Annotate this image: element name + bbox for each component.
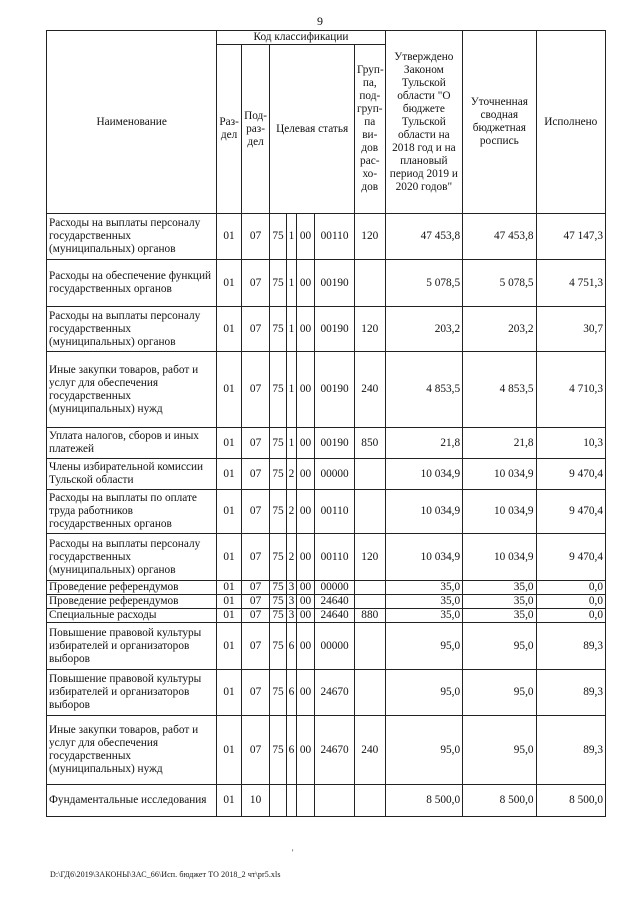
row-podrazdel: 07 bbox=[241, 214, 270, 260]
table-row bbox=[47, 716, 606, 785]
row-target-subprogram: 2 bbox=[286, 534, 296, 581]
row-approved: 10 034,9 bbox=[385, 490, 463, 534]
row-target-direction: 00 bbox=[296, 534, 314, 581]
row-approved: 95,0 bbox=[385, 623, 463, 670]
row-target-program: 75 bbox=[270, 623, 286, 670]
row-target-code: 24640 bbox=[315, 609, 355, 623]
row-executed: 8 500,0 bbox=[536, 785, 605, 817]
row-refined: 35,0 bbox=[463, 609, 536, 623]
row-approved: 21,8 bbox=[385, 428, 463, 459]
table-row bbox=[47, 785, 606, 817]
row-approved: 35,0 bbox=[385, 595, 463, 609]
row-target-program: 75 bbox=[270, 670, 286, 716]
table-row bbox=[47, 490, 606, 534]
row-razdel: 01 bbox=[217, 352, 241, 428]
row-target-code: 00000 bbox=[315, 581, 355, 595]
row-target-direction bbox=[296, 785, 314, 817]
row-target-code: 00000 bbox=[315, 623, 355, 670]
row-refined: 4 853,5 bbox=[463, 352, 536, 428]
scan-mark: ' bbox=[292, 848, 294, 857]
table-row bbox=[47, 214, 606, 260]
table-row bbox=[47, 609, 606, 623]
row-target-program: 75 bbox=[270, 428, 286, 459]
row-expense-type: 120 bbox=[354, 214, 385, 260]
row-expense-type bbox=[354, 623, 385, 670]
table-row bbox=[47, 670, 606, 716]
row-approved: 35,0 bbox=[385, 581, 463, 595]
row-podrazdel: 07 bbox=[241, 581, 270, 595]
row-expense-type: 850 bbox=[354, 428, 385, 459]
row-razdel: 01 bbox=[217, 623, 241, 670]
row-target-program bbox=[270, 785, 286, 817]
row-razdel: 01 bbox=[217, 716, 241, 785]
row-refined: 10 034,9 bbox=[463, 534, 536, 581]
row-target-program: 75 bbox=[270, 260, 286, 307]
row-podrazdel: 07 bbox=[241, 352, 270, 428]
row-target-subprogram bbox=[286, 785, 296, 817]
row-target-subprogram: 3 bbox=[286, 581, 296, 595]
table-row bbox=[47, 428, 606, 459]
row-target-code: 24640 bbox=[315, 595, 355, 609]
row-expense-type bbox=[354, 670, 385, 716]
row-name: Повышение правовой культуры избирателей и организаторов выборов bbox=[47, 670, 217, 716]
row-podrazdel: 07 bbox=[241, 459, 270, 490]
row-name: Члены избирательной комиссии Тульской области bbox=[47, 459, 217, 490]
header-name: Наименование bbox=[47, 31, 217, 214]
row-executed: 9 470,4 bbox=[536, 490, 605, 534]
row-executed: 4 751,3 bbox=[536, 260, 605, 307]
row-executed: 10,3 bbox=[536, 428, 605, 459]
row-approved: 35,0 bbox=[385, 609, 463, 623]
row-approved: 4 853,5 bbox=[385, 352, 463, 428]
row-target-code: 00190 bbox=[315, 428, 355, 459]
row-target-direction: 00 bbox=[296, 459, 314, 490]
header-refined: Уточненная сводная бюджетная роспись bbox=[463, 31, 536, 214]
row-expense-type bbox=[354, 490, 385, 534]
row-podrazdel: 07 bbox=[241, 260, 270, 307]
row-name: Иные закупки товаров, работ и услуг для обеспечения государственных (муниципальных) нужд bbox=[47, 716, 217, 785]
row-target-direction: 00 bbox=[296, 670, 314, 716]
row-executed: 89,3 bbox=[536, 623, 605, 670]
row-target-code: 00110 bbox=[315, 490, 355, 534]
row-target-subprogram: 1 bbox=[286, 214, 296, 260]
row-target-program: 75 bbox=[270, 609, 286, 623]
row-executed: 9 470,4 bbox=[536, 534, 605, 581]
row-expense-type: 120 bbox=[354, 534, 385, 581]
row-executed: 0,0 bbox=[536, 581, 605, 595]
row-approved: 203,2 bbox=[385, 307, 463, 352]
row-target-subprogram: 6 bbox=[286, 623, 296, 670]
row-name: Фундаментальные исследования bbox=[47, 785, 217, 817]
row-refined: 5 078,5 bbox=[463, 260, 536, 307]
row-podrazdel: 07 bbox=[241, 609, 270, 623]
table-row bbox=[47, 534, 606, 581]
row-target-program: 75 bbox=[270, 214, 286, 260]
row-refined: 47 453,8 bbox=[463, 214, 536, 260]
row-target-subprogram: 6 bbox=[286, 716, 296, 785]
row-target-direction: 00 bbox=[296, 490, 314, 534]
row-executed: 89,3 bbox=[536, 716, 605, 785]
row-target-program: 75 bbox=[270, 490, 286, 534]
row-podrazdel: 07 bbox=[241, 490, 270, 534]
row-approved: 5 078,5 bbox=[385, 260, 463, 307]
row-approved: 10 034,9 bbox=[385, 459, 463, 490]
row-target-code: 00000 bbox=[315, 459, 355, 490]
row-target-subprogram: 1 bbox=[286, 260, 296, 307]
row-razdel: 01 bbox=[217, 490, 241, 534]
row-target-direction: 00 bbox=[296, 260, 314, 307]
row-approved: 47 453,8 bbox=[385, 214, 463, 260]
footer-file-path: D:\ГД6\2019\ЗАКОНЫ\ЗАС_66\Исп. бюджет ТО 2018_2 чт\pr5.xls bbox=[50, 870, 281, 879]
row-podrazdel: 07 bbox=[241, 623, 270, 670]
row-target-direction: 00 bbox=[296, 581, 314, 595]
row-executed: 0,0 bbox=[536, 595, 605, 609]
row-name: Уплата налогов, сборов и иных платежей bbox=[47, 428, 217, 459]
row-approved: 10 034,9 bbox=[385, 534, 463, 581]
row-refined: 35,0 bbox=[463, 581, 536, 595]
row-razdel: 01 bbox=[217, 307, 241, 352]
row-approved: 95,0 bbox=[385, 670, 463, 716]
row-razdel: 01 bbox=[217, 260, 241, 307]
row-target-subprogram: 1 bbox=[286, 352, 296, 428]
row-refined: 8 500,0 bbox=[463, 785, 536, 817]
row-name: Проведение референдумов bbox=[47, 581, 217, 595]
row-target-code: 00110 bbox=[315, 534, 355, 581]
row-target-program: 75 bbox=[270, 459, 286, 490]
row-target-subprogram: 1 bbox=[286, 307, 296, 352]
row-target-program: 75 bbox=[270, 352, 286, 428]
row-target-subprogram: 2 bbox=[286, 459, 296, 490]
row-razdel: 01 bbox=[217, 581, 241, 595]
row-executed: 9 470,4 bbox=[536, 459, 605, 490]
row-target-code: 24670 bbox=[315, 670, 355, 716]
row-expense-type: 120 bbox=[354, 307, 385, 352]
table-row bbox=[47, 581, 606, 595]
row-target-code: 00110 bbox=[315, 214, 355, 260]
row-target-direction: 00 bbox=[296, 214, 314, 260]
row-razdel: 01 bbox=[217, 534, 241, 581]
row-name: Иные закупки товаров, работ и услуг для обеспечения государственных (муниципальных) нужд bbox=[47, 352, 217, 428]
row-name: Расходы на выплаты персоналу государственных (муниципальных) органов bbox=[47, 214, 217, 260]
row-expense-type bbox=[354, 459, 385, 490]
row-razdel: 01 bbox=[217, 428, 241, 459]
header-executed: Исполнено bbox=[536, 31, 605, 214]
row-podrazdel: 07 bbox=[241, 595, 270, 609]
row-podrazdel: 07 bbox=[241, 534, 270, 581]
row-target-direction: 00 bbox=[296, 595, 314, 609]
row-razdel: 01 bbox=[217, 595, 241, 609]
row-expense-type bbox=[354, 785, 385, 817]
row-target-direction: 00 bbox=[296, 428, 314, 459]
row-name: Повышение правовой культуры избирателей и организаторов выборов bbox=[47, 623, 217, 670]
row-approved: 95,0 bbox=[385, 716, 463, 785]
row-target-subprogram: 6 bbox=[286, 670, 296, 716]
row-target-program: 75 bbox=[270, 716, 286, 785]
row-target-program: 75 bbox=[270, 581, 286, 595]
row-podrazdel: 07 bbox=[241, 716, 270, 785]
header-group: Груп- па, под- груп- па ви- дов рас- хо- дов bbox=[354, 45, 385, 214]
row-target-direction: 00 bbox=[296, 716, 314, 785]
row-podrazdel: 10 bbox=[241, 785, 270, 817]
header-razdel: Раз- дел bbox=[217, 45, 241, 214]
table-row bbox=[47, 307, 606, 352]
row-expense-type: 240 bbox=[354, 352, 385, 428]
budget-table bbox=[46, 30, 606, 817]
row-expense-type: 880 bbox=[354, 609, 385, 623]
table-row bbox=[47, 595, 606, 609]
row-target-program: 75 bbox=[270, 595, 286, 609]
row-expense-type bbox=[354, 260, 385, 307]
row-target-program: 75 bbox=[270, 307, 286, 352]
row-name: Расходы на выплаты персоналу государственных (муниципальных) органов bbox=[47, 534, 217, 581]
row-refined: 95,0 bbox=[463, 623, 536, 670]
row-refined: 10 034,9 bbox=[463, 490, 536, 534]
table-row bbox=[47, 459, 606, 490]
row-refined: 95,0 bbox=[463, 670, 536, 716]
row-target-code: 24670 bbox=[315, 716, 355, 785]
table-row bbox=[47, 352, 606, 428]
row-name: Расходы на выплаты по оплате труда работников государственных органов bbox=[47, 490, 217, 534]
row-name: Проведение референдумов bbox=[47, 595, 217, 609]
row-approved: 8 500,0 bbox=[385, 785, 463, 817]
row-target-program: 75 bbox=[270, 534, 286, 581]
row-target-direction: 00 bbox=[296, 623, 314, 670]
table-row bbox=[47, 623, 606, 670]
header-classification: Код классификации bbox=[217, 31, 385, 45]
row-razdel: 01 bbox=[217, 785, 241, 817]
row-target-subprogram: 1 bbox=[286, 428, 296, 459]
row-refined: 21,8 bbox=[463, 428, 536, 459]
row-target-subprogram: 3 bbox=[286, 609, 296, 623]
row-target-direction: 00 bbox=[296, 352, 314, 428]
row-expense-type: 240 bbox=[354, 716, 385, 785]
row-name: Специальные расходы bbox=[47, 609, 217, 623]
row-podrazdel: 07 bbox=[241, 428, 270, 459]
row-executed: 89,3 bbox=[536, 670, 605, 716]
row-name: Расходы на обеспечение функций государственных органов bbox=[47, 260, 217, 307]
row-refined: 203,2 bbox=[463, 307, 536, 352]
row-target-subprogram: 2 bbox=[286, 490, 296, 534]
header-podrazdel: Под- раз- дел bbox=[241, 45, 270, 214]
page-number: 9 bbox=[317, 14, 323, 28]
row-podrazdel: 07 bbox=[241, 670, 270, 716]
row-razdel: 01 bbox=[217, 459, 241, 490]
row-executed: 4 710,3 bbox=[536, 352, 605, 428]
table-row bbox=[47, 260, 606, 307]
row-razdel: 01 bbox=[217, 214, 241, 260]
row-target-direction: 00 bbox=[296, 609, 314, 623]
row-razdel: 01 bbox=[217, 609, 241, 623]
row-executed: 47 147,3 bbox=[536, 214, 605, 260]
row-target-subprogram: 3 bbox=[286, 595, 296, 609]
row-expense-type bbox=[354, 581, 385, 595]
row-refined: 35,0 bbox=[463, 595, 536, 609]
row-executed: 0,0 bbox=[536, 609, 605, 623]
row-podrazdel: 07 bbox=[241, 307, 270, 352]
row-executed: 30,7 bbox=[536, 307, 605, 352]
row-target-code: 00190 bbox=[315, 352, 355, 428]
header-approved: Утверждено Законом Тульской области "О бюджете Тульской области на 2018 год и на плановый период 2019 и 2020 годов" bbox=[385, 31, 463, 214]
row-target-code bbox=[315, 785, 355, 817]
row-razdel: 01 bbox=[217, 670, 241, 716]
header-target: Целевая статья bbox=[270, 45, 355, 214]
row-name: Расходы на выплаты персоналу государственных (муниципальных) органов bbox=[47, 307, 217, 352]
row-target-code: 00190 bbox=[315, 307, 355, 352]
row-target-code: 00190 bbox=[315, 260, 355, 307]
row-expense-type bbox=[354, 595, 385, 609]
row-refined: 10 034,9 bbox=[463, 459, 536, 490]
row-target-direction: 00 bbox=[296, 307, 314, 352]
row-refined: 95,0 bbox=[463, 716, 536, 785]
